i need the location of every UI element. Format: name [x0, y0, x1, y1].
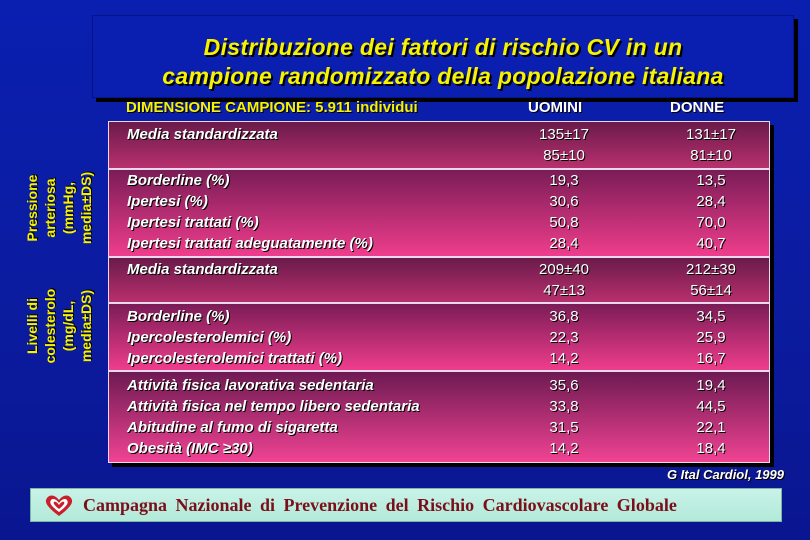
row-label: Attività fisica lavorativa sedentaria — [127, 377, 374, 394]
women-value: 19,4 — [696, 377, 726, 394]
table-row — [109, 261, 769, 281]
table-row — [109, 193, 769, 213]
table-row — [109, 377, 769, 397]
women-value: 81±10 — [690, 147, 732, 164]
side-label-line: colesterolo — [42, 288, 58, 364]
side-label-line: (mmHg, — [60, 181, 76, 235]
footer-banner — [30, 488, 782, 522]
women-value: 56±14 — [690, 282, 732, 299]
table-row — [109, 214, 769, 234]
table-row — [109, 398, 769, 418]
side-label-line: Livelli di — [24, 298, 40, 355]
women-value: 131±17 — [686, 126, 736, 143]
men-value: 31,5 — [549, 419, 579, 436]
row-label: Abitudine al fumo di sigaretta — [127, 419, 338, 436]
men-value: 14,2 — [549, 440, 579, 457]
heart-logo-icon — [43, 493, 75, 517]
citation: G Ital Cardiol, 1999 — [666, 467, 784, 482]
side-label-line: Pressione — [24, 174, 40, 242]
men-value: 33,8 — [549, 398, 579, 415]
cholesterol-mean-block — [108, 257, 770, 303]
table-row — [109, 308, 769, 328]
side-label-line: media±DS) — [78, 289, 94, 363]
women-value: 70,0 — [696, 214, 726, 231]
row-label: Media standardizzata — [127, 126, 278, 143]
side-label-line: media±DS) — [78, 171, 94, 245]
men-value: 36,8 — [549, 308, 579, 325]
men-column-header: UOMINI — [528, 99, 583, 116]
women-value: 16,7 — [696, 350, 726, 367]
side-label-line: (mg/dL, — [60, 300, 76, 352]
women-column-header: DONNE — [670, 99, 725, 116]
table-row — [109, 282, 769, 302]
row-label: Ipertesi trattati (%) — [127, 214, 259, 231]
row-label: Borderline (%) — [127, 172, 230, 189]
risk-factor-table — [108, 121, 770, 463]
men-value: 35,6 — [549, 377, 579, 394]
row-label: Obesità (IMC ≥30) — [127, 440, 253, 457]
men-value: 135±17 — [539, 126, 589, 143]
row-label: Ipertesi (%) — [127, 193, 208, 210]
row-label: Borderline (%) — [127, 308, 230, 325]
women-value: 22,1 — [696, 419, 726, 436]
men-value: 14,2 — [549, 350, 579, 367]
women-value: 25,9 — [696, 329, 726, 346]
row-label: Ipertesi trattati adeguatamente (%) — [127, 235, 373, 252]
women-value: 34,5 — [696, 308, 726, 325]
table-header — [0, 99, 810, 119]
page-title-line-1: Distribuzione dei fattori di rischio CV in un — [203, 34, 683, 60]
lifestyle-block — [108, 371, 770, 463]
women-value: 13,5 — [696, 172, 726, 189]
page-title-line-2: campione randomizzato della popolazione italiana — [162, 63, 724, 89]
row-label: Attività fisica nel tempo libero sedentaria — [127, 398, 420, 415]
row-label: Ipercolesterolemici trattati (%) — [127, 350, 343, 367]
table-row — [109, 235, 769, 255]
pressure-mean-block — [108, 121, 770, 169]
title-box — [92, 15, 794, 98]
table-row — [109, 172, 769, 192]
table-row — [109, 126, 769, 146]
women-value: 40,7 — [696, 235, 726, 252]
men-value: 28,4 — [549, 235, 579, 252]
women-value: 212±39 — [686, 261, 736, 278]
men-value: 30,6 — [549, 193, 579, 210]
men-value: 47±13 — [543, 282, 585, 299]
men-value: 19,3 — [549, 172, 579, 189]
men-value: 209±40 — [539, 261, 589, 278]
women-value: 28,4 — [696, 193, 726, 210]
women-value: 44,5 — [696, 398, 726, 415]
row-label: Media standardizzata — [127, 261, 278, 278]
side-label-line: arteriosa — [42, 178, 58, 238]
pressure-categories-block — [108, 169, 770, 257]
cholesterol-categories-block — [108, 303, 770, 371]
table-row — [109, 419, 769, 439]
table-row — [109, 350, 769, 370]
men-value: 50,8 — [549, 214, 579, 231]
men-value: 85±10 — [543, 147, 585, 164]
women-value: 18,4 — [696, 440, 726, 457]
footer-text: Campagna Nazionale di Prevenzione del Rischio Cardiovascolare Globale — [83, 495, 677, 515]
table-row — [109, 329, 769, 349]
row-label: Ipercolesterolemici (%) — [127, 329, 292, 346]
table-row — [109, 440, 769, 460]
men-value: 22,3 — [549, 329, 579, 346]
cholesterol-side-label — [23, 253, 103, 399]
table-row — [109, 147, 769, 167]
sample-size-header: DIMENSIONE CAMPIONE: 5.911 individui — [126, 99, 418, 116]
